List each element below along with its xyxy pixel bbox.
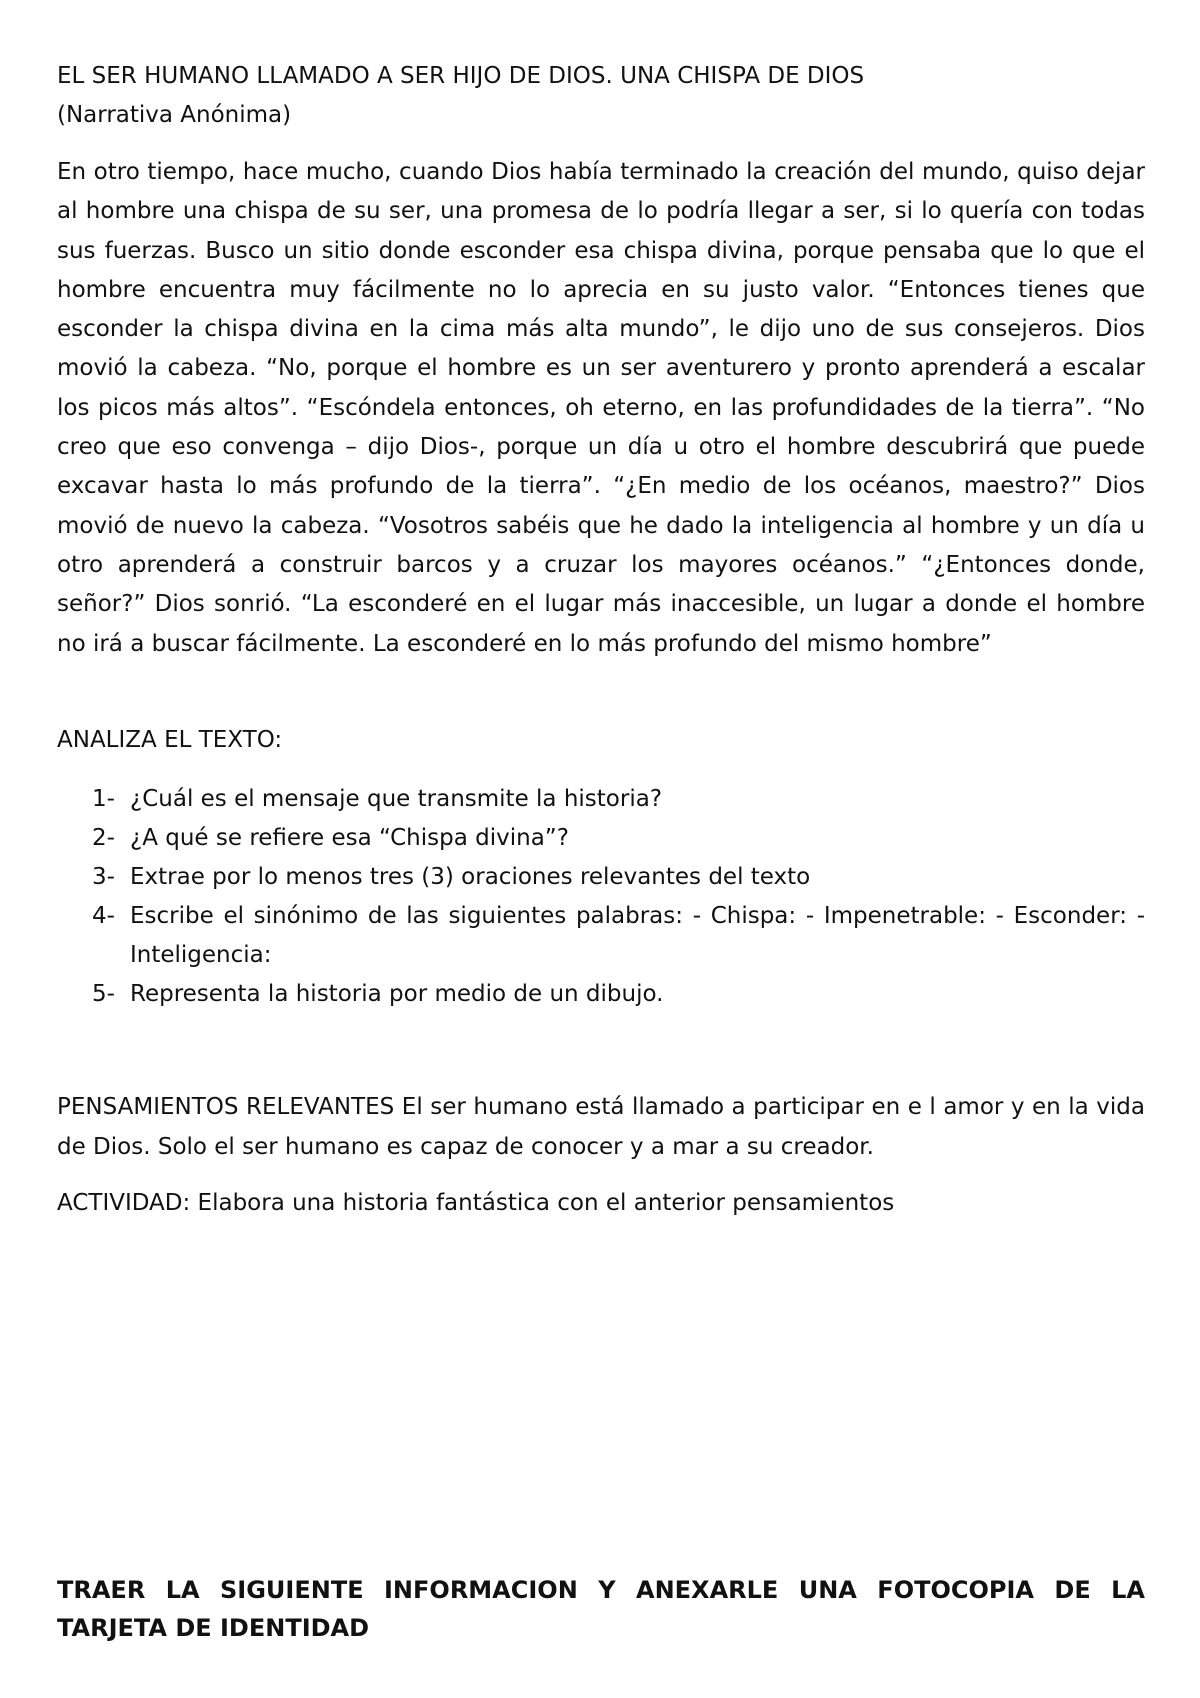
question-item	[92, 780, 1145, 819]
question-item	[92, 975, 1145, 1014]
document-subtitle: (Narrativa Anónima)	[57, 102, 292, 128]
question-number: 2-	[92, 825, 115, 851]
question-list	[92, 780, 1145, 1014]
question-text: Representa la historia por medio de un dibujo.	[130, 981, 664, 1007]
question-text: ¿Cuál es el mensaje que transmite la historia?	[130, 786, 663, 812]
question-number: 1-	[92, 786, 115, 812]
question-text: ¿A qué se refiere esa “Chispa divina”?	[130, 825, 569, 851]
document-title: EL SER HUMANO LLAMADO A SER HIJO DE DIOS. UNA CHISPA DE DIOS	[57, 63, 865, 89]
actividad-line: ACTIVIDAD: Elabora una historia fantástica con el anterior pensamientos	[57, 1190, 895, 1216]
story-paragraph: En otro tiempo, hace mucho, cuando Dios había terminado la creación del mundo, quiso dejar al hombre una chispa de su ser, una promesa de lo podría llegar a ser, si lo quería con todas sus fuerzas. Busco un sitio donde esconder esa chispa divina, porque pensaba que lo que el hombre encuentra muy fácilmente no lo aprecia en su justo valor. “Entonces tienes que esconder la chispa divina en la cima más alta mundo”, le dijo uno de sus consejeros. Dios movió la cabeza. “No, porque el hombre es un ser aventurero y pronto aprenderá a escalar los picos más altos”. “Escóndela entonces, oh eterno, en las profundidades de la tierra”. “No creo que eso convenga – dijo Dios-, porque un día u otro el hombre descubrirá que puede excavar hasta lo más profundo de la tierra”. “¿En medio de los océanos, maestro?” Dios movió de nuevo la cabeza. “Vosotros sabéis que he dado la inteligencia al hombre y un día u otro aprenderá a construir barcos y a cruzar los mayores océanos.” “¿Entonces donde, señor?” Dios sonrió. “La esconderé en el lugar más inaccesible, un lugar a donde el hombre no irá a buscar fácilmente. La esconderé en lo más profundo del mismo hombre”	[57, 159, 1145, 657]
analiza-heading: ANALIZA EL TEXTO:	[57, 727, 283, 753]
question-number: 3-	[92, 864, 115, 890]
question-item	[92, 819, 1145, 858]
question-item	[92, 897, 1145, 975]
question-number: 4-	[92, 903, 115, 929]
question-item	[92, 858, 1145, 897]
pensamientos-paragraph: PENSAMIENTOS RELEVANTES El ser humano está llamado a participar en e l amor y en la vida de Dios. Solo el ser humano es capaz de conocer y a mar a su creador.	[57, 1094, 1145, 1160]
question-text: Extrae por lo menos tres (3) oraciones relevantes del texto	[130, 864, 811, 890]
question-number: 5-	[92, 981, 115, 1007]
footer-instruction: TRAER LA SIGUIENTE INFORMACION Y ANEXARLE UNA FOTOCOPIA DE LA TARJETA DE IDENTIDAD	[57, 1576, 1145, 1642]
question-text: Escribe el sinónimo de las siguientes palabras: - Chispa: - Impenetrable: - Esconder: - Inteligencia:	[130, 903, 1145, 968]
